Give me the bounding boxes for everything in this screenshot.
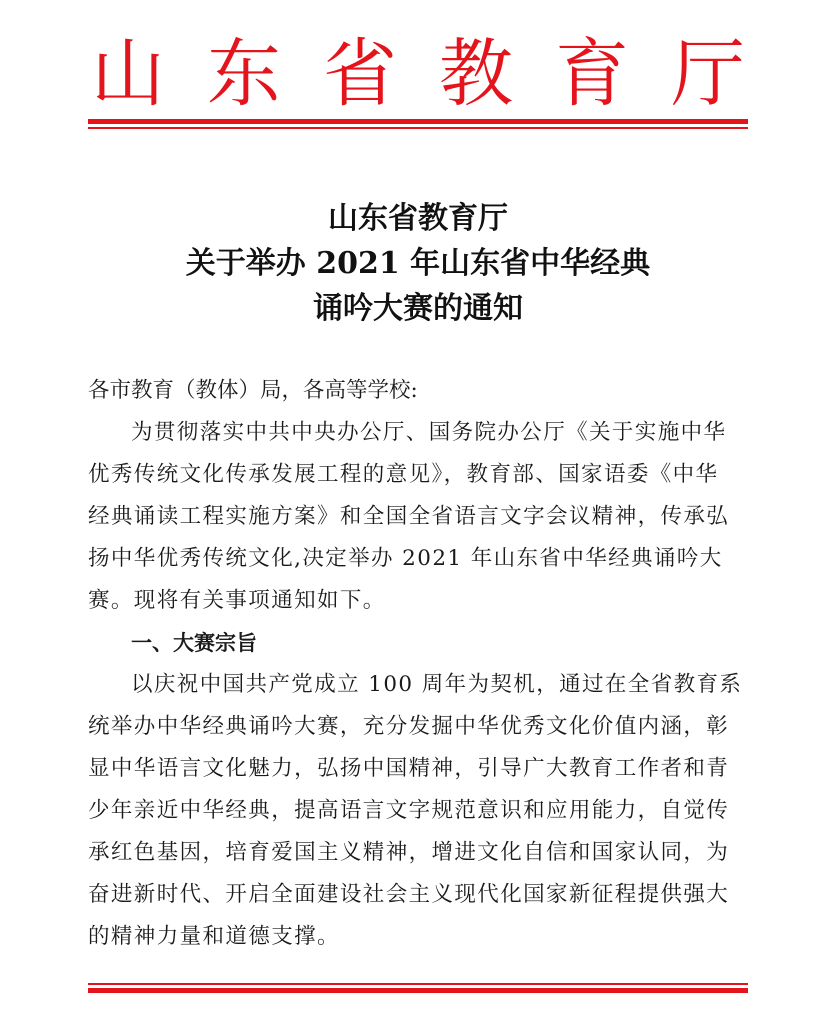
section1-line: 少年亲近中华经典，提高语言文字规范意识和应用能力，自觉传 [88,798,730,823]
section1-line: 奋进新时代、开启全面建设社会主义现代化国家新征程提供强大 [88,882,730,907]
document-title [0,196,836,331]
intro-line: 优秀传统文化传承发展工程的意见》，教育部、国家语委《中华 [88,462,719,487]
footer-rule-thin [88,983,748,985]
masthead-char: 厅 [671,31,745,117]
section1-paragraph [88,664,752,958]
masthead-char: 省 [323,31,397,117]
intro-paragraph [88,412,752,622]
document-body [88,370,752,958]
section-heading: 一、大赛宗旨 [131,631,257,655]
section1-line: 以庆祝中国共产党成立 100 周年为契机，通过在全省教育系 [131,672,743,697]
masthead-char: 教 [439,31,513,117]
masthead-char: 东 [207,31,281,117]
title-line-1: 山东省教育厅 [328,201,508,236]
masthead-rule-thick [88,119,748,124]
intro-line: 为贯彻落实中共中央办公厅、国务院办公厅《关于实施中华 [131,420,727,445]
title-line-2: 关于举办 2021 年山东省中华经典 [185,246,651,281]
intro-line: 扬中华优秀传统文化,决定举办 2021 年山东省中华经典诵吟大 [88,546,723,571]
salutation: 各市教育（教体）局，各高等学校: [88,378,418,403]
title-line-3: 诵吟大赛的通知 [313,291,523,326]
masthead-char: 育 [555,31,629,117]
section1-line: 统举办中华经典诵吟大赛，充分发掘中华优秀文化价值内涵，彰 [88,714,730,739]
section1-line: 承红色基因，培育爱国主义精神，增进文化自信和国家认同，为 [88,840,730,865]
footer-rule-thick [88,988,748,993]
section1-line: 的精神力量和道德支撑。 [88,924,340,949]
section1-line: 显中华语言文化魅力，弘扬中国精神，引导广大教育工作者和青 [88,756,730,781]
masthead [88,31,748,117]
intro-line: 经典诵读工程实施方案》和全国全省语言文字会议精神，传承弘 [88,504,730,529]
intro-line: 赛。现将有关事项通知如下。 [88,588,386,613]
masthead-char: 山 [91,31,165,117]
masthead-rule-thin [88,127,748,129]
